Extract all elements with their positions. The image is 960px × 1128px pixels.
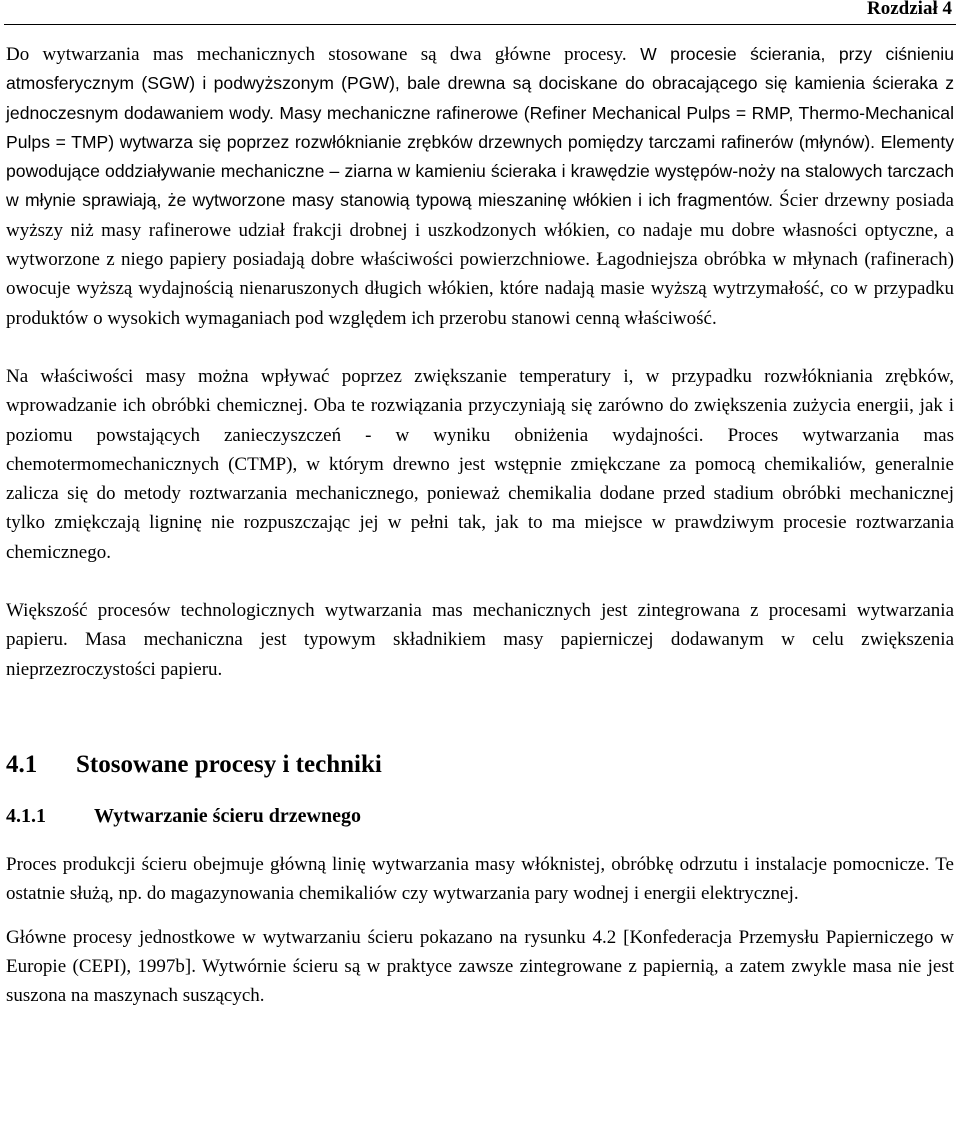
- page-content: [6, 40, 954, 1010]
- paragraph-1-part-a: Do wytwarzania mas mechanicznych stosowane są dwa główne procesy.: [6, 44, 627, 65]
- section-heading: [6, 750, 954, 780]
- paragraph-4: Proces produkcji ścieru obejmuje główną linię wytwarzania masy włóknistej, obróbkę odrzutu i instalacje pomocnicze. Te ostatnie służą, np. do magazynowania chemikaliów czy wytwarzania pary wodnej i energii elektrycznej.: [6, 853, 954, 905]
- subsection-number: 4.1.1: [6, 804, 46, 827]
- paragraph-1-part-b: W procesie ścierania, przy ciśnieniu atmosferycznym (SGW) i podwyższonym (PGW), bale drewna są dociskane do obracającego się kamienia ścieraka z jednoczesnym dodawaniem wody. Masy mechaniczne rafinerowe (Refiner Mechanical Pulps = RMP, Thermo-Mechanical Pulps = TMP) wytwarza się poprzez rozwłóknianie zrębków drzewnych pomiędzy tarczami rafinerów (młynów). Elementy powodujące oddziaływanie mechaniczne – ziarna w kamieniu ścieraka i krawędzie występów-noży na stalowych tarczach w młynie sprawiają, że wytworzone masy stanowią typową mieszaninę włókien i ich fragmentów.: [6, 44, 954, 211]
- paragraph-5: Główne procesy jednostkowe w wytwarzaniu ścieru pokazano na rysunku 4.2 [Konfederacja Przemysłu Papierniczego w Europie (CEPI), 1997b]. Wytwórnie ścieru są w praktyce zawsze zintegrowane z papiernią, a zatem zwykle masa nie jest suszona na maszynach suszących.: [6, 926, 954, 1007]
- paragraph-3: Większość procesów technologicznych wytwarzania mas mechanicznych jest zintegrowana z procesami wytwarzania papieru. Masa mechaniczna jest typowym składnikiem masy papierniczej dodawanym w celu zwiększenia nieprzezroczystości papieru.: [6, 600, 954, 680]
- paragraph-1-part-c: Ścier drzewny posiada wyższy niż masy rafinerowe udział frakcji drobnej i uszkodzonych włókien, co nadaje mu dobre własności optyczne, a wytworzone z niego papiery posiadają dobre właściwości powierzchniowe. Łagodniejsza obróbka w młynach (rafinerach) owocuje wyższą wydajnością nienaruszonych długich włókien, które nadają masie wyższą wytrzymałość, co w przypadku produktów o wysokich wymaganiach pod względem ich przerobu stanowi cenną właściwość.: [6, 190, 954, 329]
- subsection-title: Wytwarzanie ścieru drzewnego: [94, 804, 361, 827]
- chapter-header: Rozdział 4: [867, 0, 952, 19]
- section-title: Stosowane procesy i techniki: [76, 750, 382, 778]
- header-rule: [4, 24, 956, 25]
- section-number: 4.1: [6, 750, 38, 778]
- paragraph-1: [6, 40, 954, 333]
- subsection-heading: [6, 802, 954, 830]
- paragraph-2: Na właściwości masy można wpływać poprzez zwiększanie temperatury i, w przypadku rozwłókniania zrębków, wprowadzanie ich obróbki chemicznej. Oba te rozwiązania przyczyniają się zarówno do zwiększenia zużycia energii, jak i poziomu powstających zanieczyszczeń - w wyniku obniżenia wydajności. Proces wytwarzania mas chemotermomechanicznych (CTMP), w którym drewno jest wstępnie zmiękczane za pomocą chemikaliów, generalnie zalicza się do metody roztwarzania mechanicznego, ponieważ chemikalia dodane przed stadium obróbki mechanicznej tylko zmiękczają ligninę nie rozpuszczając jej w pełni tak, jak to ma miejsce w prawdziwym procesie roztwarzania chemicznego.: [6, 365, 954, 563]
